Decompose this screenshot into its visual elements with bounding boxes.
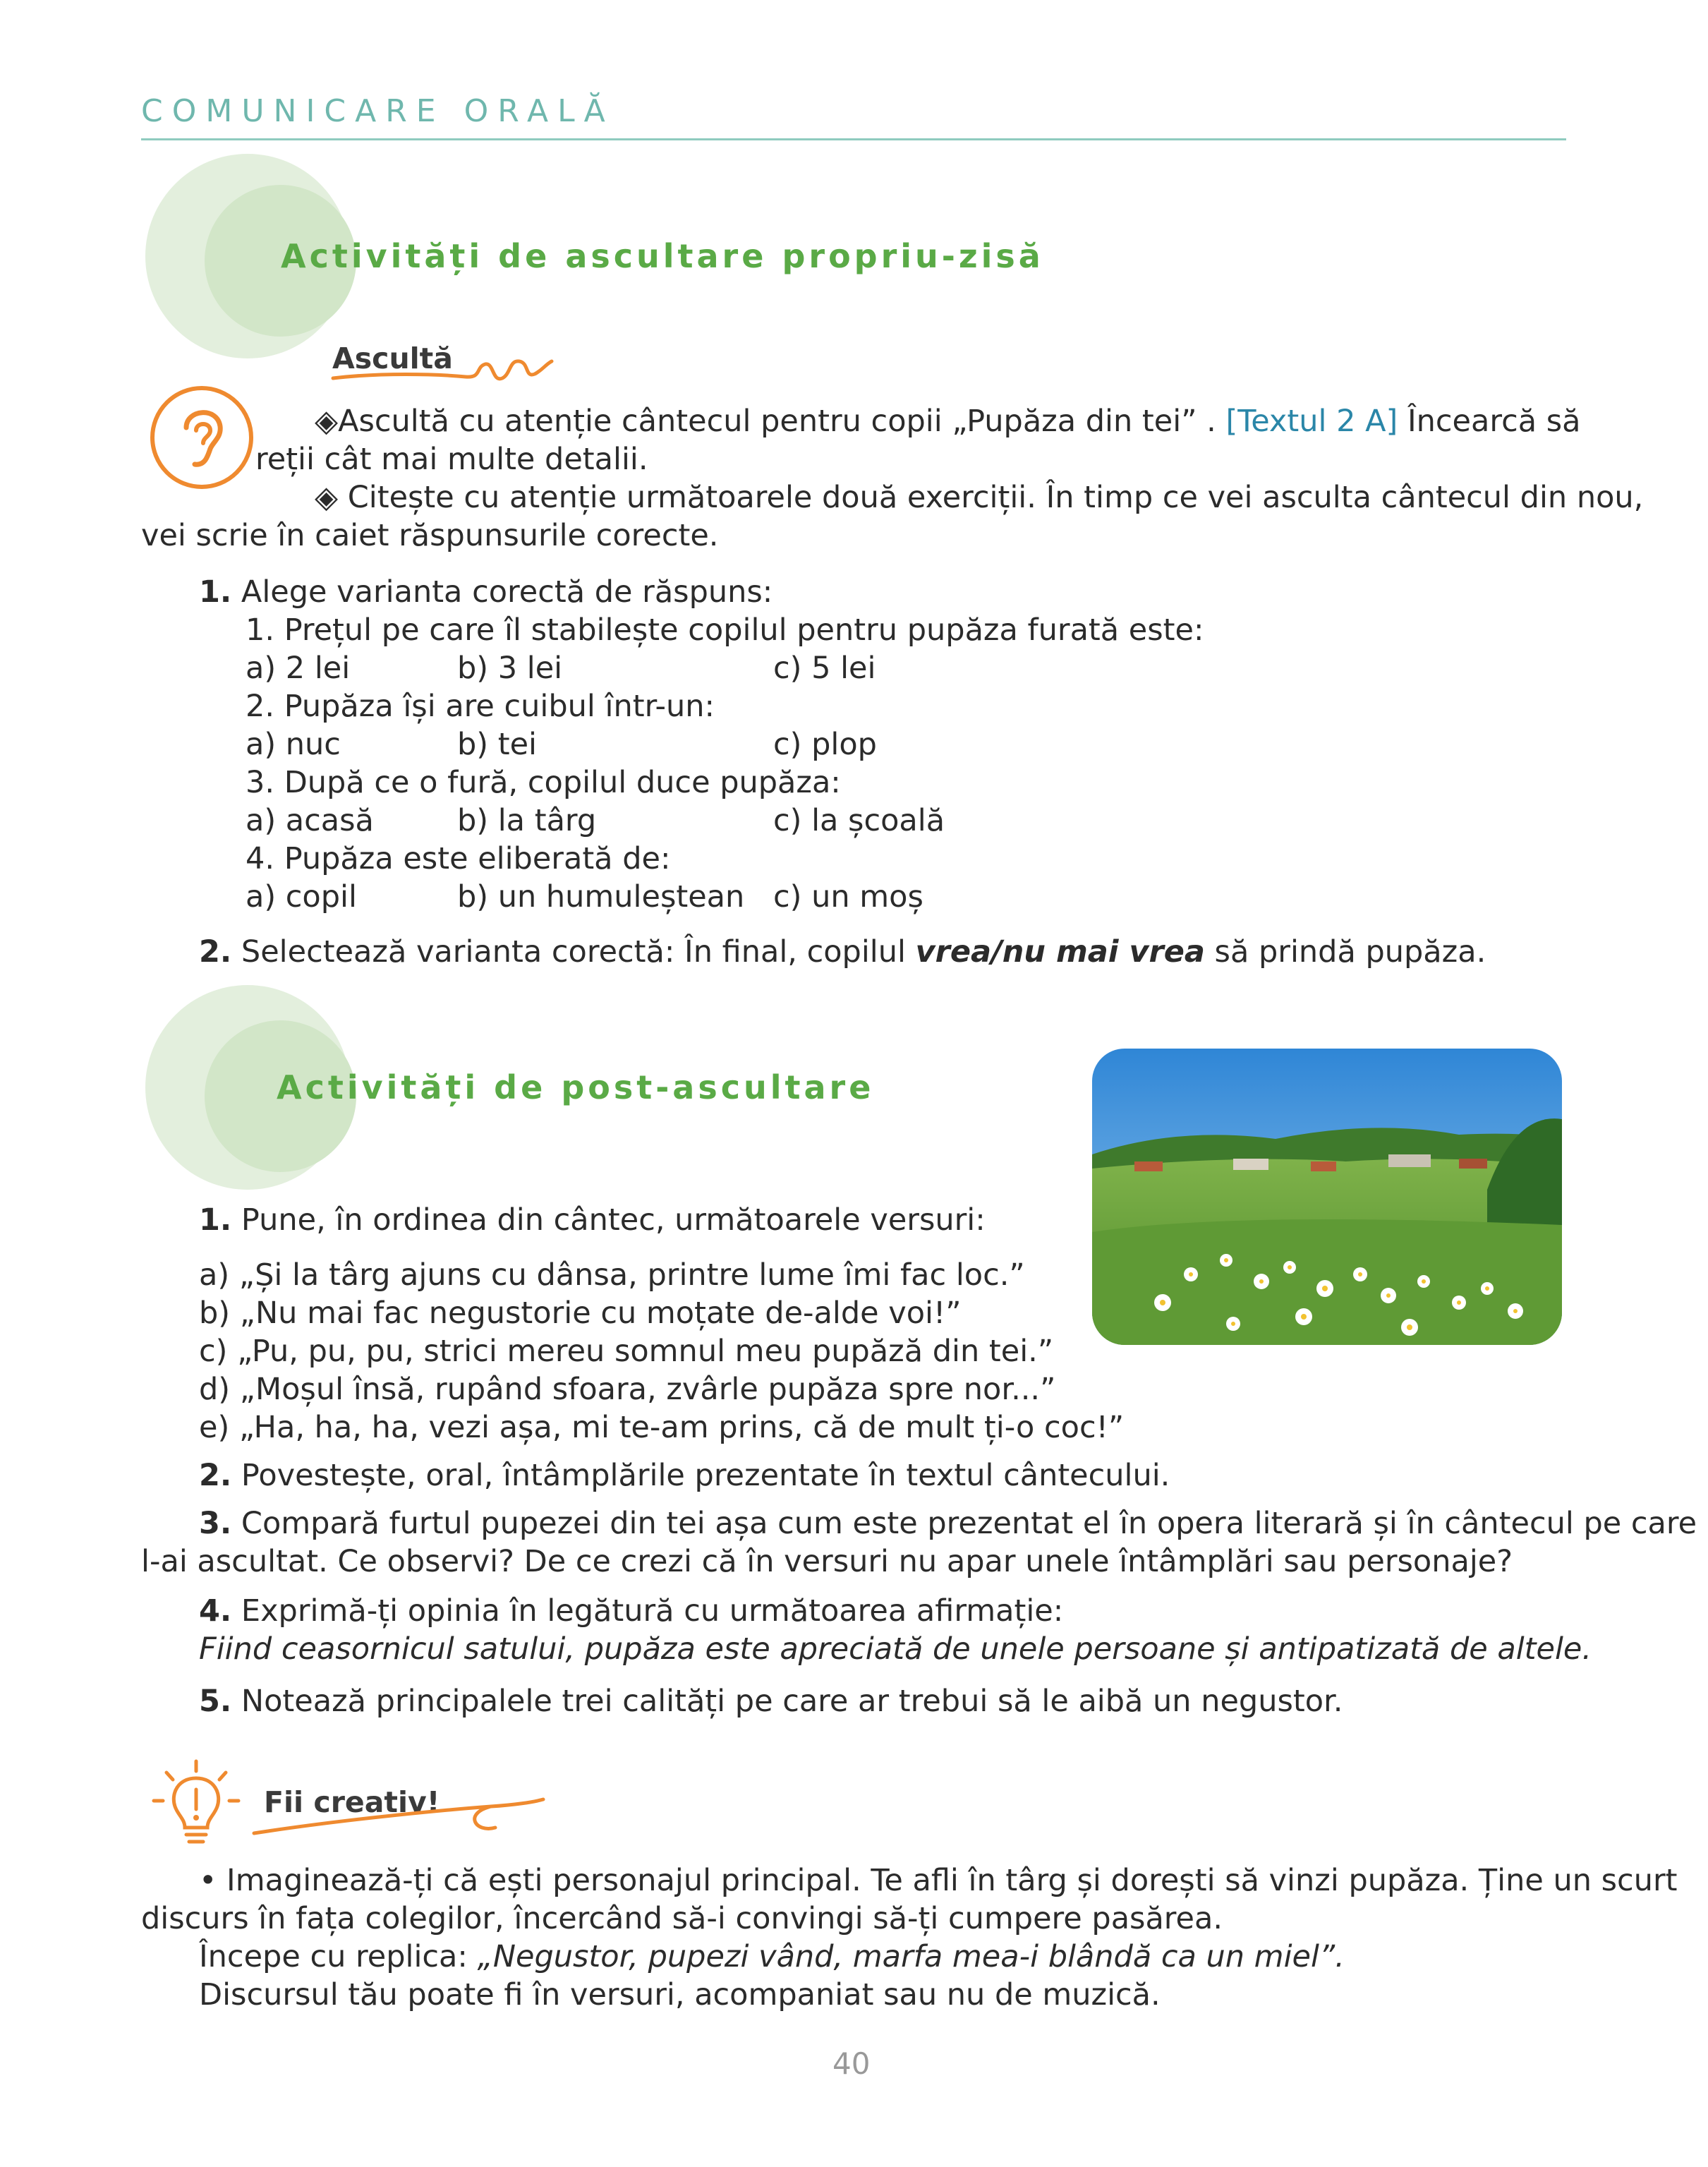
text-reference-link[interactable]: [Textul 2 A] bbox=[1225, 404, 1398, 439]
post-exercise-2-text: Povestește, oral, întâmplările prezentate în textul cântecului. bbox=[231, 1458, 1170, 1493]
q2-option-c: c) plop bbox=[773, 727, 877, 762]
post-exercise-4 bbox=[199, 1592, 1063, 1630]
q3-option-c: c) la școală bbox=[773, 803, 945, 838]
q3-option-a: a) acasă bbox=[246, 803, 374, 838]
exercise-2-choice: vrea/nu mai vrea bbox=[915, 934, 1205, 970]
q3-option-b: b) la târg bbox=[457, 803, 597, 838]
post-exercise-5-text: Notează principalele trei calități pe care ar trebui să le aibă un negustor. bbox=[231, 1684, 1343, 1719]
question-4: 4. Pupăza este eliberată de: bbox=[246, 841, 671, 876]
exercise-1-number: 1. bbox=[199, 574, 232, 610]
exercise-1-text: Alege varianta corectă de răspuns: bbox=[231, 574, 773, 610]
post-exercise-1 bbox=[199, 1201, 986, 1239]
header-divider bbox=[141, 138, 1566, 140]
q4-option-c: c) un moș bbox=[773, 879, 923, 915]
post-exercise-1-text: Pune, în ordinea din cântec, următoarele versuri: bbox=[231, 1202, 986, 1238]
q1-option-a: a) 2 lei bbox=[246, 651, 351, 686]
q1-option-b: b) 3 lei bbox=[457, 651, 563, 686]
post-exercise-4-text: Exprimă-ți opinia în legătură cu următoarea afirmație: bbox=[231, 1593, 1064, 1629]
post-exercise-3-text: Compară furtul pupezei din tei așa cum este prezentat el în opera literară și în cântecul pe care bbox=[231, 1506, 1697, 1541]
q2-option-b: b) tei bbox=[457, 727, 538, 762]
page-header-title: COMUNICARE ORALĂ bbox=[141, 93, 614, 129]
lightbulb-icon bbox=[147, 1757, 246, 1856]
q2-option-a: a) nuc bbox=[246, 727, 341, 762]
exercise-2 bbox=[199, 933, 1486, 971]
exercise-1 bbox=[199, 573, 773, 611]
intro-line-1-text: ◈Ascultă cu atenție cântecul pentru copii „Pupăza din tei” . bbox=[315, 404, 1226, 439]
verse-c: c) „Pu, pu, pu, strici mereu somnul meu pupăză din tei.” bbox=[199, 1334, 1054, 1369]
verse-d: d) „Moșul însă, rupând sfoara, zvârle pupăza spre nor...” bbox=[199, 1372, 1056, 1407]
post-exercise-4-number: 4. bbox=[199, 1593, 232, 1629]
post-exercise-2-number: 2. bbox=[199, 1458, 232, 1493]
intro-line-2: reții cât mai multe detalii. bbox=[255, 442, 648, 477]
intro-line-1-end: Încearcă să bbox=[1398, 404, 1581, 439]
ear-icon bbox=[145, 381, 258, 494]
post-exercise-5 bbox=[199, 1682, 1343, 1720]
verse-a: a) „Și la târg ajuns cu dânsa, printre lume îmi fac loc.” bbox=[199, 1257, 1025, 1293]
creative-line-3-text: Începe cu replica: bbox=[199, 1939, 478, 1974]
post-exercise-4-statement: Fiind ceasornicul satului, pupăza este apreciată de unele persoane și antipatizată de altele. bbox=[199, 1631, 1592, 1667]
creative-line-2: discurs în fața colegilor, încercând să-i convingi să-ți cumpere pasărea. bbox=[141, 1901, 1223, 1936]
post-exercise-2 bbox=[199, 1456, 1170, 1495]
intro-line-4: vei scrie în caiet răspunsurile corecte. bbox=[141, 518, 719, 553]
exercise-2-number: 2. bbox=[199, 934, 232, 970]
post-exercise-3-line-2: l-ai ascultat. Ce observi? De ce crezi că în versuri nu apar unele întâmplări sau personaje? bbox=[141, 1544, 1513, 1579]
post-exercise-5-number: 5. bbox=[199, 1684, 232, 1719]
creative-quote: „Negustor, pupezi vând, marfa mea-i blândă ca un miel”. bbox=[477, 1939, 1345, 1974]
verse-b: b) „Nu mai fac negustorie cu moțate de-alde voi!” bbox=[199, 1296, 962, 1331]
meadow-photo bbox=[1092, 1049, 1562, 1345]
section1-title: Activități de ascultare propriu-zisă bbox=[281, 237, 1044, 275]
page-number: 40 bbox=[832, 2046, 871, 2081]
exercise-2-text-end: să prindă pupăza. bbox=[1204, 934, 1486, 970]
listen-underline-scribble bbox=[330, 346, 556, 395]
creative-line-1: • Imaginează-ți că ești personajul principal. Te afli în târg și dorești să vinzi pupăza. Ține un scurt bbox=[199, 1863, 1678, 1898]
intro-line-1 bbox=[315, 402, 1581, 440]
post-exercise-3-number: 3. bbox=[199, 1506, 232, 1541]
post-exercise-1-number: 1. bbox=[199, 1202, 232, 1238]
intro-line-3: ◈ Citește cu atenție următoarele două exerciții. În timp ce vei asculta cântecul din nou, bbox=[315, 480, 1644, 515]
question-2: 2. Pupăza își are cuibul într-un: bbox=[246, 689, 715, 724]
section2-title: Activități de post-ascultare bbox=[277, 1068, 875, 1106]
verse-e: e) „Ha, ha, ha, vezi așa, mi te-am prins, că de mult ți-o coc!” bbox=[199, 1410, 1125, 1445]
q1-option-c: c) 5 lei bbox=[773, 651, 876, 686]
creative-line-4: Discursul tău poate fi în versuri, acompaniat sau nu de muzică. bbox=[199, 1977, 1161, 2012]
q4-option-a: a) copil bbox=[246, 879, 357, 915]
creative-label: Fii creativ! bbox=[264, 1785, 440, 1819]
creative-line-3 bbox=[199, 1938, 1345, 1976]
q4-option-b: b) un humuleștean bbox=[457, 879, 745, 915]
meadow-illustration bbox=[1092, 1049, 1562, 1345]
listen-label: Ascultă bbox=[332, 342, 453, 375]
post-exercise-3 bbox=[199, 1504, 1697, 1543]
question-1: 1. Prețul pe care îl stabilește copilul pentru pupăza furată este: bbox=[246, 612, 1204, 648]
creative-underline-scribble bbox=[251, 1792, 547, 1842]
question-3: 3. După ce o fură, copilul duce pupăza: bbox=[246, 765, 841, 800]
exercise-2-text: Selectează varianta corectă: În final, copilul bbox=[231, 934, 916, 970]
